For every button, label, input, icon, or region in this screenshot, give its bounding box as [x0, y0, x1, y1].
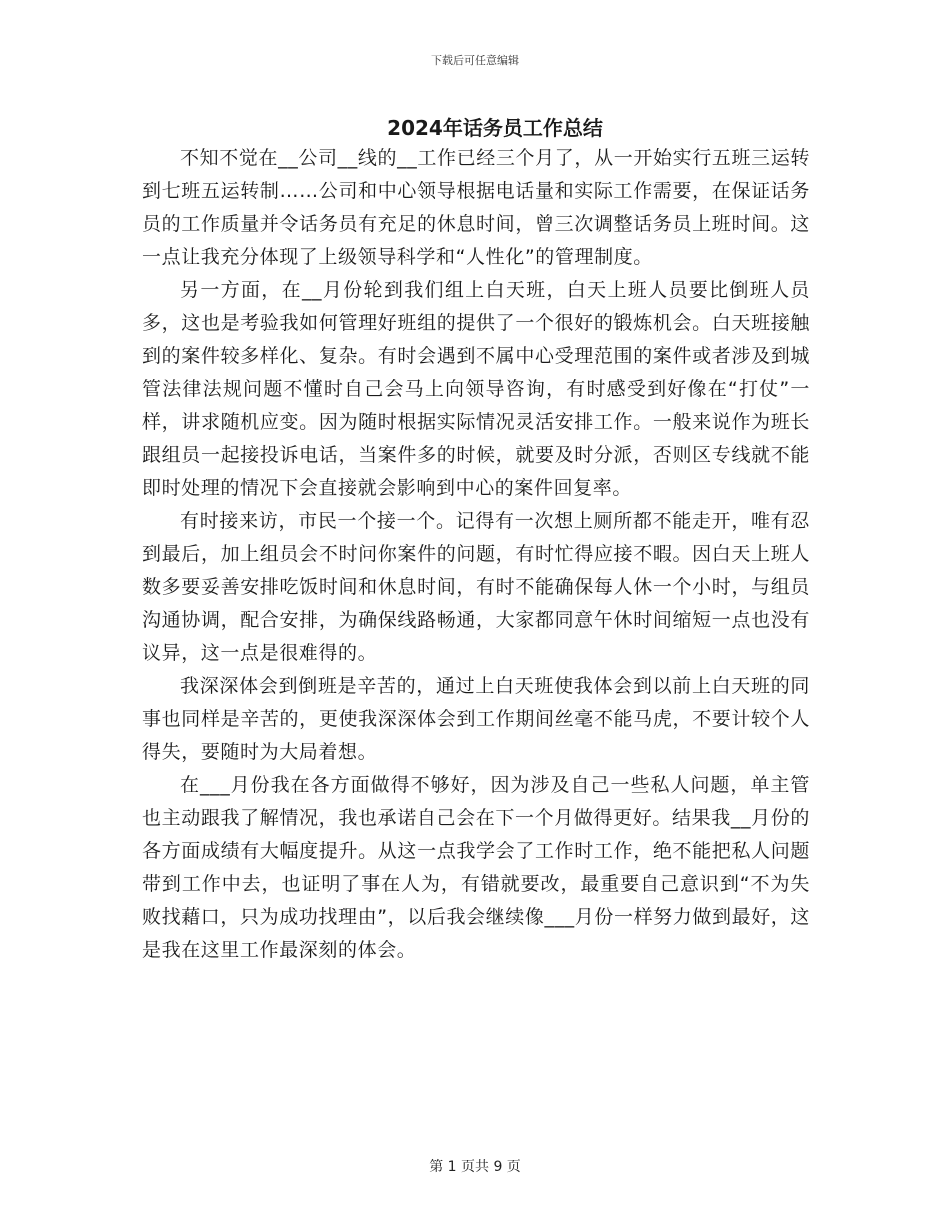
- paragraph: 另一方面，在__月份轮到我们组上白天班，白天上班人员要比倒班人员多，这也是考验我如何管理好班组的提供了一个很好的锻炼机会。白天班接触到的案件较多样化、复杂。有时会遇到不属中心受理范围的案件或者涉及到城管法律法规问题不懂时自己会马上向领导咨询，有时感受到好像在“打仗”一样，讲求随机应变。因为随时根据实际情况灵活安排工作。一般来说作为班长跟组员一起接投诉电话，当案件多的时候，就要及时分派，否则区专线就不能即时处理的情况下会直接就会影响到中心的案件回复率。: [142, 279, 810, 499]
- document-title: 2024年话务员工作总结: [387, 116, 603, 140]
- paragraph: 有时接来访，市民一个接一个。记得有一次想上厕所都不能走开，唯有忍到最后，加上组员会不时问你案件的问题，有时忙得应接不暇。因白天上班人数多要妥善安排吃饭时间和休息时间，有时不能确保每人休一个小时，与组员沟通协调，配合安排，为确保线路畅通，大家都同意午休时间缩短一点也没有议异，这一点是很难得的。: [142, 510, 810, 664]
- page-footer: 第 1 页共 9 页: [429, 1159, 521, 1175]
- paragraph: 不知不觉在__公司__线的__工作已经三个月了，从一开始实行五班三运转到七班五运转制……公司和中心领导根据电话量和实际工作需要，在保证话务员的工作质量并令话务员有充足的休息时间，曾三次调整话务员上班时间。这一点让我充分体现了上级领导科学和“人性化”的管理制度。: [142, 147, 810, 268]
- page-header: 下载后可任意编辑: [431, 54, 519, 67]
- paragraph: 在___月份我在各方面做得不够好，因为涉及自己一些私人问题，单主管也主动跟我了解情况，我也承诺自己会在下一个月做得更好。结果我__月份的各方面成绩有大幅度提升。从这一点我学会了工作时工作，绝不能把私人问题带到工作中去，也证明了事在人为，有错就要改，最重要自己意识到“不为失败找藉口，只为成功找理由”，以后我会继续像___月份一样努力做到最好，这是我在这里工作最深刻的体会。: [142, 774, 810, 961]
- document-body: [142, 142, 810, 967]
- paragraph: 我深深体会到倒班是辛苦的，通过上白天班使我体会到以前上白天班的同事也同样是辛苦的，更使我深深体会到工作期间丝毫不能马虎，不要计较个人得失，要随时为大局着想。: [142, 675, 810, 763]
